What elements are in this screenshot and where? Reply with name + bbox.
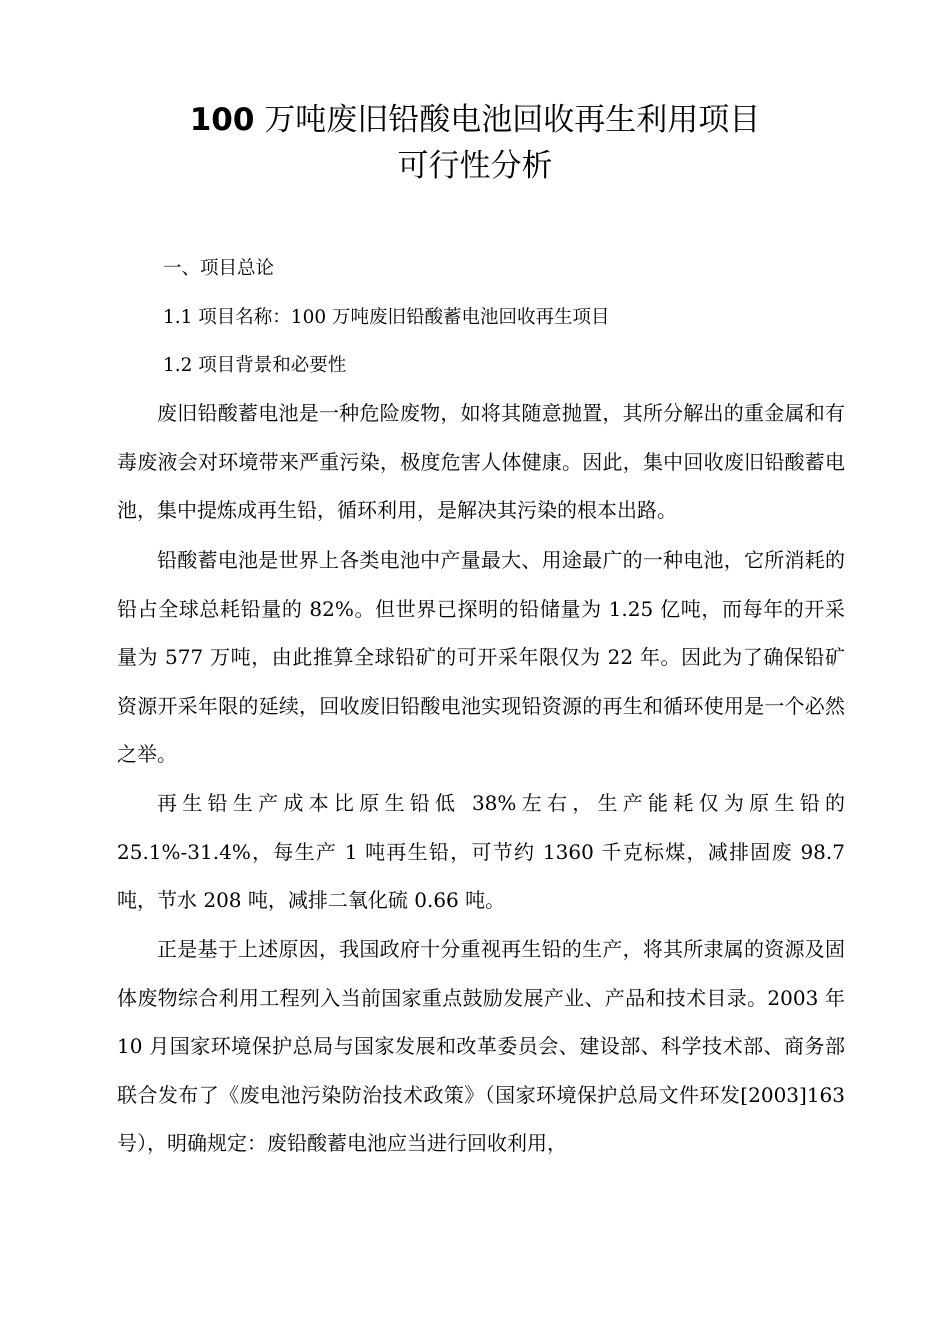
- document-title-line-2: 可行性分析: [397, 148, 553, 184]
- title-text: 万吨废旧铅酸电池回收再生利用项目: [254, 102, 761, 138]
- paragraph: 铅酸蓄电池是世界上各类电池中产量最大、用途最广的一种电池，它所消耗的铅占全球总耗铅量的 82%。但世界已探明的铅储量为 1.25 亿吨，而每年的开采量为 577 万吨，由此推算全球铅矿的可开采年限仅为 22 年。因此为了确保铅矿资源开采年限的延续，回收废旧铅酸电池实现铅资源的再生和循环使用是一个必然之举。: [117, 548, 845, 767]
- paragraph: 再生铅生产成本比原生铅低 38%左右，生产能耗仅为原生铅的 25.1%-31.4%，每生产 1 吨再生铅，可节约 1360 千克标煤，减排固废 98.7 吨，节水 208 吨，减排二氧化硫 0.66 吨。: [117, 791, 845, 913]
- paragraph: 废旧铅酸蓄电池是一种危险废物，如将其随意抛置，其所分解出的重金属和有毒废液会对环境带来严重污染，极度危害人体健康。因此，集中回收废旧铅酸蓄电池，集中提炼成再生铅，循环利用，是解决其污染的根本出路。: [117, 401, 845, 523]
- paragraph: 正是基于上述原因，我国政府十分重视再生铅的生产，将其所隶属的资源及固体废物综合利用工程列入当前国家重点鼓励发展产业、产品和技术目录。2003 年 10 月国家环境保护总局与国家发展和改革委员会、建设部、科学技术部、商务部联合发布了《废电池污染防治技术政策》（国家环境保护总局文件环发[2003]163 号），明确规定：废铅酸蓄电池应当进行回收利用，: [117, 937, 845, 1156]
- section-heading: 一、项目总论: [163, 258, 275, 279]
- document-title-line-1: [0, 100, 950, 140]
- subsection-background: 1.2 项目背景和必要性: [163, 355, 347, 376]
- title-number: 100: [189, 102, 255, 138]
- subsection-project-name: 1.1 项目名称：100 万吨废旧铅酸蓄电池回收再生项目: [163, 307, 610, 328]
